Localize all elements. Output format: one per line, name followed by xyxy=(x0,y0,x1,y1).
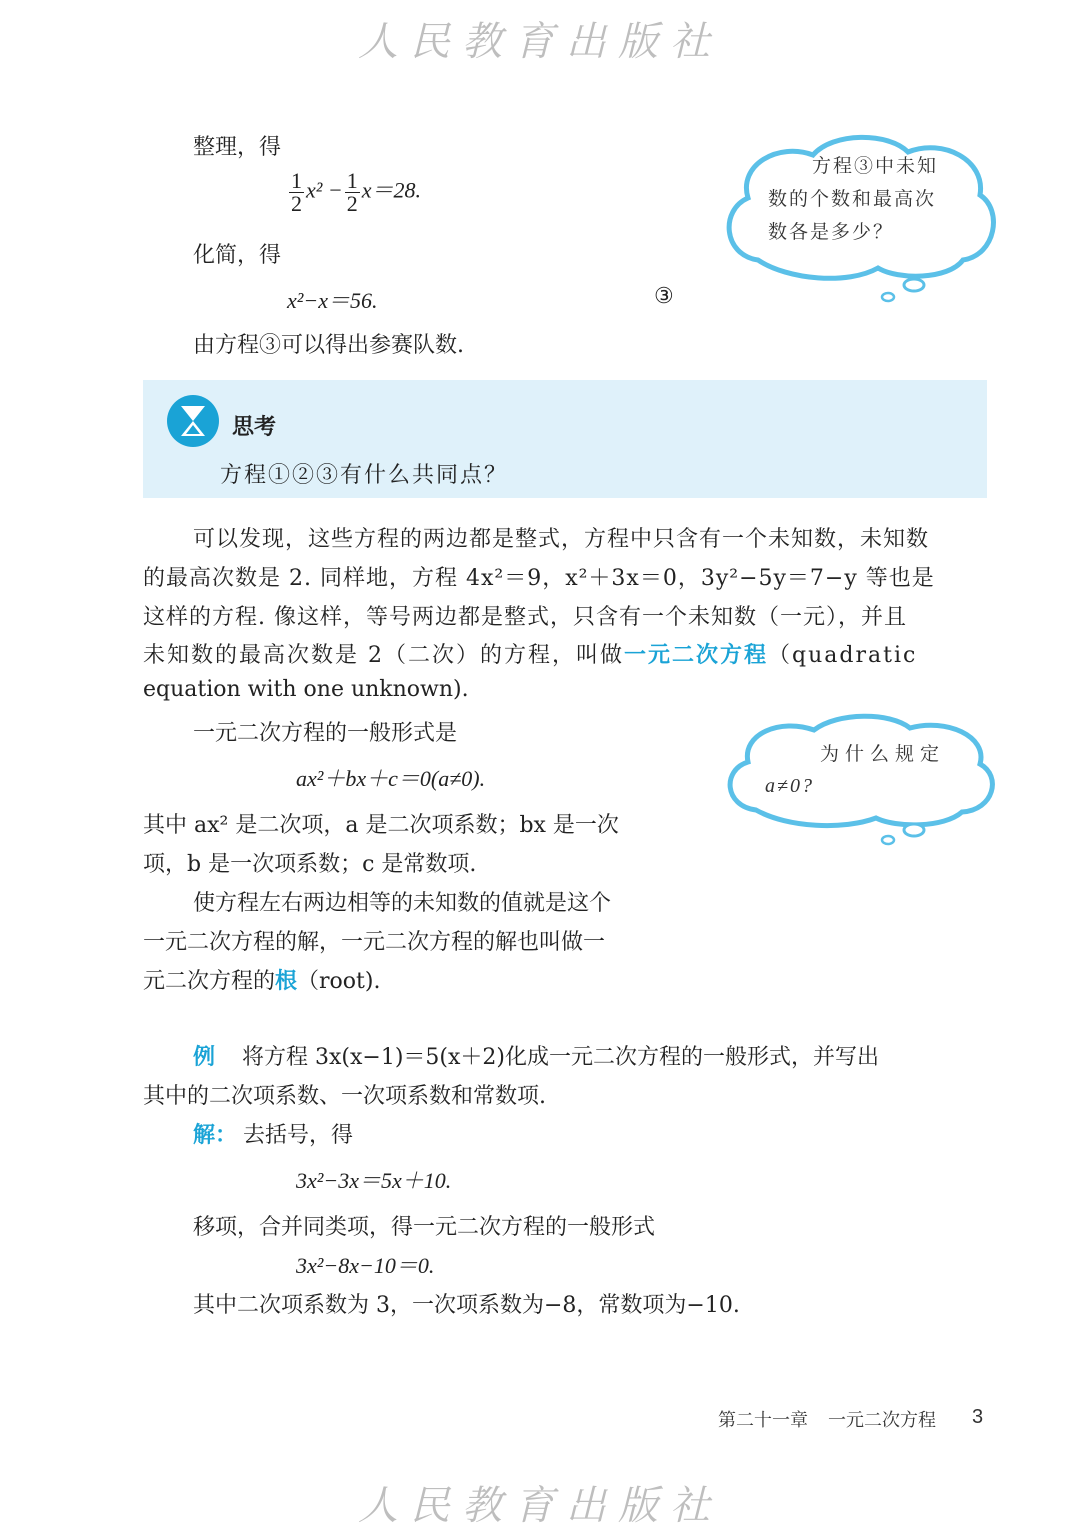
solution-step-2: 移项，合并同类项，得一元二次方程的一般形式 xyxy=(193,1215,656,1240)
step-simplify-label: 整理，得 xyxy=(193,135,282,160)
example-line-1: 将方程 3x(x−1)＝5(x＋2)化成一元二次方程的一般形式，并写出 xyxy=(242,1045,879,1070)
general-form-p5 xyxy=(143,964,380,995)
publisher-watermark-top: 人民教育出版社 xyxy=(358,19,722,65)
equation-3-marker: ③ xyxy=(654,284,674,309)
step-conclusion: 由方程③可以得出参赛队数. xyxy=(193,333,464,358)
footer-page-number: 3 xyxy=(972,1406,984,1428)
general-form-p3: 使方程左右两边相等的未知数的值就是这个 xyxy=(193,891,612,916)
equation-3: x²−x＝56. xyxy=(287,288,378,313)
definition-line-4 xyxy=(143,638,917,669)
publisher-watermark-bottom: 人民教育出版社 xyxy=(358,1483,722,1529)
general-form-p5b: （root). xyxy=(297,969,381,994)
cloud-1-question: 方程③中未知数的个数和最高次数各是多少？ xyxy=(768,155,939,243)
term-root: 根 xyxy=(275,968,298,994)
solution-step-3: 其中二次项系数为 3，一次项系数为−8，常数项为−10. xyxy=(193,1293,740,1318)
solution-step-1: 去括号，得 xyxy=(243,1123,354,1148)
step-reduce-label: 化简，得 xyxy=(193,243,282,268)
general-form-p1: 其中 ax² 是二次项，a 是二次项系数；bx 是一次 xyxy=(143,813,619,838)
frac2-num: 1 xyxy=(346,168,358,193)
cloud-2-line-2: a≠0? xyxy=(765,775,814,797)
example-line-2: 其中的二次项系数、一次项系数和常数项. xyxy=(143,1084,546,1109)
think-title: 思考 xyxy=(232,415,277,440)
solution-equation-2: 3x²−8x−10＝0. xyxy=(296,1253,435,1278)
cloud-2-line-1: 为什么规定 xyxy=(820,743,946,765)
solution-label: 解： xyxy=(193,1122,238,1148)
general-form-p4: 一元二次方程的解，一元二次方程的解也叫做一 xyxy=(143,930,606,955)
definition-line-4b: （quadratic xyxy=(768,643,918,668)
term-quadratic-equation: 一元二次方程 xyxy=(624,642,769,668)
frac-term2: x＝28. xyxy=(361,177,421,203)
definition-line-4a: 未知数的最高次数是 2（二次）的方程，叫做 xyxy=(143,643,624,668)
definition-line-5: equation with one unknown). xyxy=(143,677,469,702)
definition-line-2: 的最高次数是 2. 同样地，方程 4x²＝9，x²＋3x＝0，3y²−5y＝7−y 等也是 xyxy=(143,566,935,591)
solution-equation-1: 3x²−3x＝5x＋10. xyxy=(296,1168,452,1193)
frac2-den: 2 xyxy=(346,191,358,216)
general-form-p2: 项，b 是一次项系数；c 是常数项. xyxy=(143,852,477,877)
think-question: 方程①②③有什么共同点？ xyxy=(220,463,509,488)
frac1-den: 2 xyxy=(291,191,302,216)
general-form-p5a: 元二次方程的 xyxy=(143,969,276,994)
frac1-num: 1 xyxy=(291,168,302,193)
fraction-equation xyxy=(287,170,421,215)
example-label: 例 xyxy=(193,1044,216,1070)
definition-line-3: 这样的方程. 像这样，等号两边都是整式，只含有一个未知数（一元），并且 xyxy=(143,605,907,630)
hourglass-icon xyxy=(166,394,220,448)
general-form-formula: ax²＋bx＋c＝0(a≠0). xyxy=(296,766,486,791)
definition-line-1: 可以发现，这些方程的两边都是整式，方程中只含有一个未知数，未知数 xyxy=(193,527,930,552)
thought-cloud-2 xyxy=(718,712,998,848)
footer-chapter: 第二十一章 xyxy=(718,1410,808,1431)
general-form-intro: 一元二次方程的一般形式是 xyxy=(193,721,458,746)
footer-chapter-title: 一元二次方程 xyxy=(828,1410,936,1431)
frac-term1: x² − xyxy=(306,177,343,203)
